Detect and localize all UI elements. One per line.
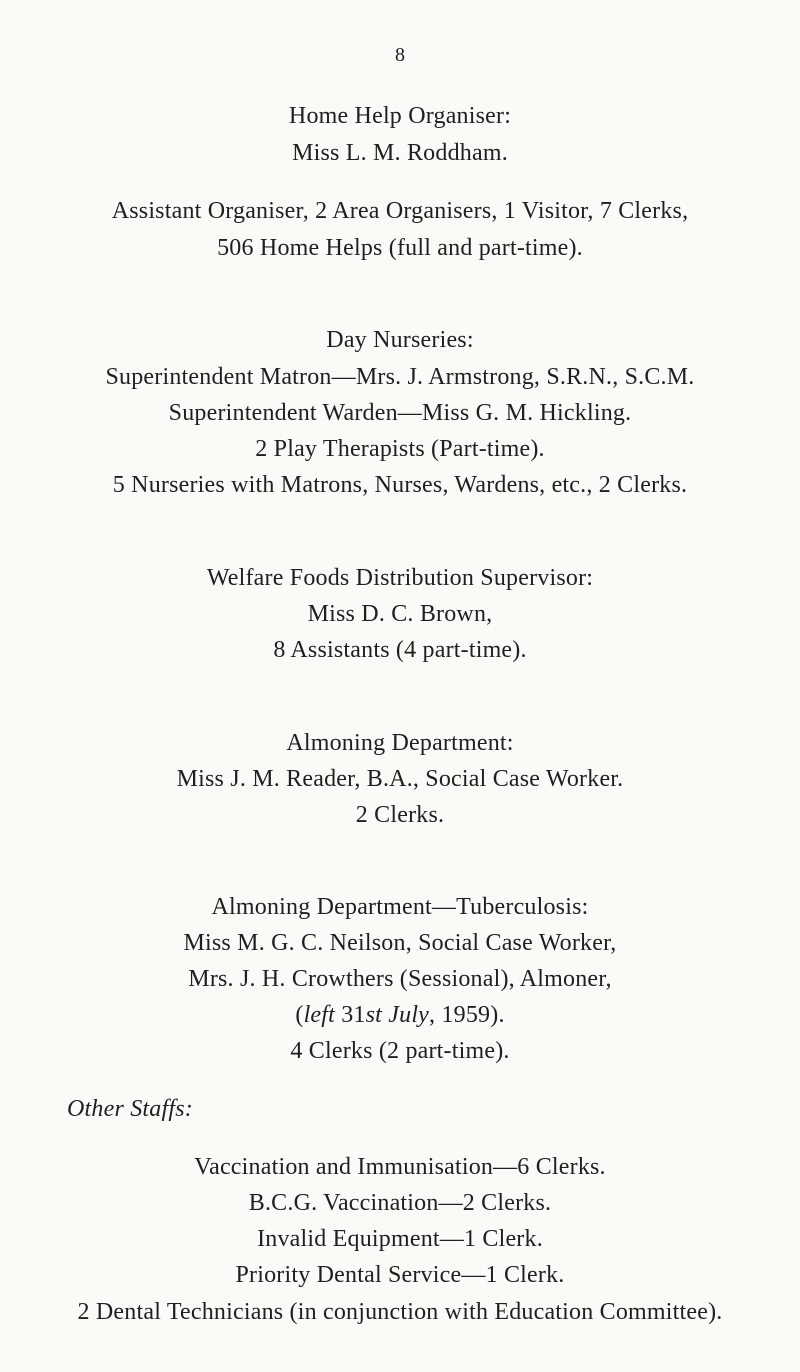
home-help-heading: Home Help Organiser: [288, 103, 512, 129]
home-help-staff-line-2: 506 Home Helps (full and part-time). [217, 235, 583, 261]
day-nurseries-line-3: 2 Play Therapists (Part-time). [255, 436, 545, 462]
other-staffs-item: Vaccination and Immunisation—6 Clerks. [194, 1154, 606, 1180]
home-help-staff-line-1: Assistant Organiser, 2 Area Organisers, 1 Visitor, 7 Clerks, [111, 198, 689, 224]
almoning-tb-line-1: Miss M. G. C. Neilson, Social Case Worker, [183, 930, 617, 956]
day-nurseries-heading: Day Nurseries: [326, 327, 474, 353]
welfare-foods-heading: Welfare Foods Distribution Supervisor: [206, 565, 594, 591]
left-open-paren: ( [295, 1002, 304, 1028]
almoning-tb-left-date [0, 1000, 800, 1030]
almoning-heading: Almoning Department: [286, 730, 514, 756]
page-number: 8 [395, 44, 405, 66]
day-nurseries-line-2: Superintendent Warden—Miss G. M. Hickling. [168, 400, 632, 426]
other-staffs-item: Priority Dental Service—1 Clerk. [235, 1262, 565, 1288]
welfare-foods-supervisor-name: Miss D. C. Brown, [307, 601, 493, 627]
almoning-line-1: Miss J. M. Reader, B.A., Social Case Worker. [176, 766, 624, 792]
left-word: left [303, 1002, 336, 1028]
left-day-suffix: st [365, 1002, 383, 1028]
welfare-foods-staff: 8 Assistants (4 part-time). [273, 637, 527, 663]
left-month: July [382, 1002, 430, 1028]
other-staffs-item: B.C.G. Vaccination—2 Clerks. [248, 1190, 552, 1216]
almoning-line-2: 2 Clerks. [355, 802, 445, 828]
other-staffs-item: Invalid Equipment—1 Clerk. [257, 1226, 543, 1252]
left-day-number: 31 [335, 1002, 366, 1028]
almoning-tb-heading: Almoning Department—Tuberculosis: [211, 894, 589, 920]
day-nurseries-line-4: 5 Nurseries with Matrons, Nurses, Wardens, etc., 2 Clerks. [112, 472, 688, 498]
other-staffs-heading: Other Staffs: [67, 1096, 193, 1122]
day-nurseries-line-1: Superintendent Matron—Mrs. J. Armstrong, S.R.N., S.C.M. [105, 364, 695, 390]
other-staffs-item: 2 Dental Technicians (in conjunction with Education Committee). [77, 1299, 723, 1325]
almoning-tb-line-2: Mrs. J. H. Crowthers (Sessional), Almoner, [188, 966, 612, 992]
home-help-organiser-name: Miss L. M. Roddham. [292, 140, 508, 166]
left-year: , 1959). [429, 1002, 505, 1028]
almoning-tb-line-4: 4 Clerks (2 part-time). [290, 1038, 510, 1064]
